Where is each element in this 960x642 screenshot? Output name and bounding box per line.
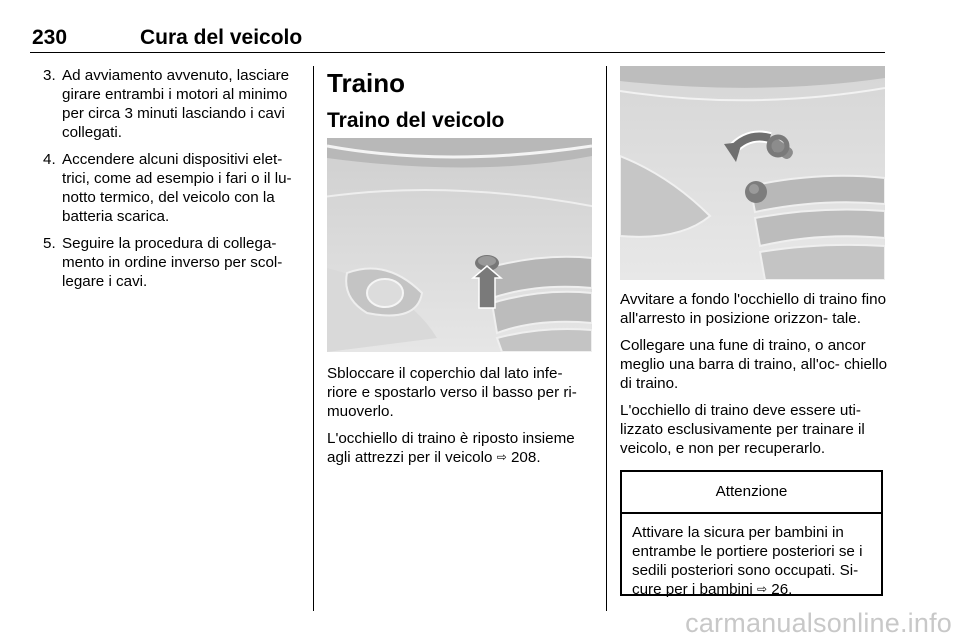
step-5 (40, 234, 302, 291)
step-3 (40, 66, 302, 142)
page-reference-arrow-icon: ⇨ (756, 582, 768, 596)
step-text: Accendere alcuni dispositivi elet- trici, come ad esempio i fari o il lu- notto termico, del veicolo con la batteria scarica. (62, 151, 292, 225)
bumper-cover-illustration (327, 138, 592, 352)
step-text: Ad avviamento avvenuto, lasciare girare entrambi i motori al minimo per circa 3 minuti lasciando i cavi collegati. (62, 67, 290, 141)
paragraph (327, 429, 592, 467)
step-number: 5. (43, 235, 56, 252)
paragraph: Sbloccare il coperchio dal lato infe- riore e spostarlo verso il basso per ri- muoverlo. (327, 365, 577, 420)
page-reference[interactable]: 208. (510, 449, 541, 466)
step-text: Seguire la procedura di collega- mento in ordine inverso per scol- legare i cavi. (62, 235, 283, 290)
attention-text: Attivare la sicura per bambini in entrambe le portiere posteriori se i sedili posteriori sono occupati. Si- cure per i bambini (632, 524, 863, 598)
paragraph: L'occhiello di traino deve essere uti- lizzato esclusivamente per trainare il veicolo, e non per recuperarlo. (620, 402, 865, 457)
column-3-text (620, 290, 888, 466)
step-number: 3. (43, 67, 56, 84)
paragraph-text: L'occhiello di traino è riposto insieme agli attrezzi per il veicolo (327, 430, 575, 466)
paragraph: Avvitare a fondo l'occhiello di traino fino all'arresto in posizione orizzon- tale. (620, 291, 887, 327)
steps-list (40, 66, 302, 291)
attention-box (620, 470, 883, 596)
header-rule (30, 52, 885, 53)
paragraph: Collegare una fune di traino, o ancor meglio una barra di traino, all'oc- chiello di traino. (620, 337, 888, 392)
page-reference[interactable]: 26. (771, 581, 793, 598)
column-divider-1 (313, 66, 314, 611)
column-2-text (327, 364, 592, 475)
step-4 (40, 150, 302, 226)
section-heading: Traino (327, 68, 406, 98)
column-divider-2 (606, 66, 607, 611)
watermark: carmanualsonline.info (685, 608, 952, 638)
chapter-title: Cura del veicolo (140, 26, 303, 49)
tow-eye-illustration (620, 66, 885, 280)
page-header (30, 26, 885, 54)
attention-body (622, 514, 881, 599)
page-reference-arrow-icon: ⇨ (496, 450, 507, 464)
step-number: 4. (43, 151, 56, 168)
column-2 (327, 66, 592, 134)
column-1 (40, 66, 302, 299)
page-number: 230 (32, 26, 68, 49)
section-subheading: Traino del veicolo (327, 109, 505, 132)
attention-title: Attenzione (622, 472, 881, 514)
